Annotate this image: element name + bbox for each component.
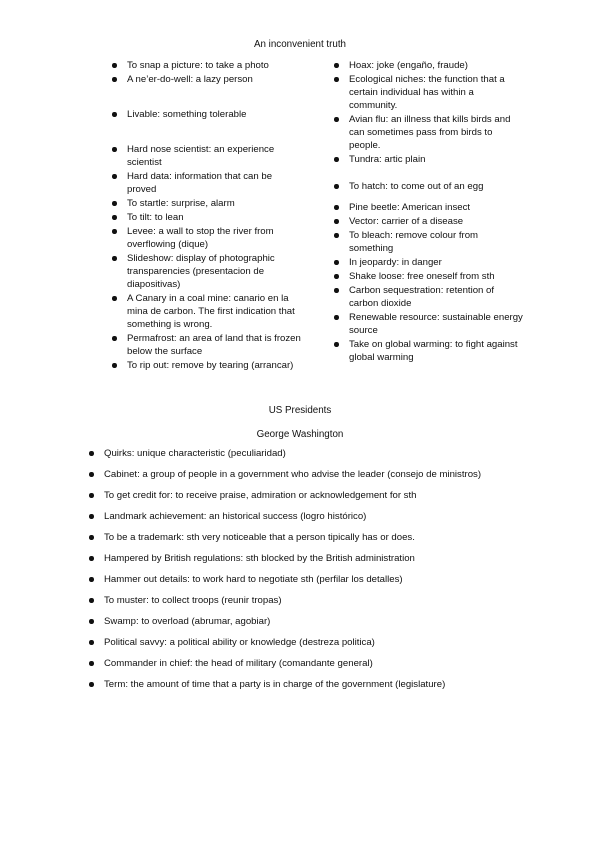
list-item: A ne’er-do-well: a lazy person — [111, 73, 303, 86]
president-glossary-list — [88, 447, 548, 699]
list-item: Avian flu: an illness that kills birds and can sometimes pass from birds to people. — [333, 113, 523, 152]
left-glossary-list — [111, 59, 303, 373]
list-item: Pine beetle: American insect — [333, 201, 523, 214]
list-item: Renewable resource: sustainable energy source — [333, 311, 523, 337]
list-item: Permafrost: an area of land that is frozen below the surface — [111, 332, 303, 358]
list-item: Take on global warming: to fight against global warming — [333, 338, 523, 364]
list-item: To snap a picture: to take a photo — [111, 59, 303, 72]
list-item: Hammer out details: to work hard to negotiate sth (perfilar los detalles) — [88, 573, 548, 594]
list-item: Carbon sequestration: retention of carbon dioxide — [333, 284, 523, 310]
list-item: To get credit for: to receive praise, admiration or acknowledgement for sth — [88, 489, 548, 510]
list-item: To hatch: to come out of an egg — [333, 180, 523, 193]
list-item: Shake loose: free oneself from sth — [333, 270, 523, 283]
list-item: To bleach: remove colour from something — [333, 229, 523, 255]
list-item: Livable: something tolerable — [111, 108, 303, 121]
right-glossary-list — [333, 59, 523, 365]
list-item: Ecological niches: the function that a certain individual has within a community. — [333, 73, 523, 112]
subsection-title: George Washington — [256, 429, 344, 440]
list-item: Vector: carrier of a disease — [333, 215, 523, 228]
list-item: Quirks: unique characteristic (peculiaridad) — [88, 447, 548, 468]
list-item: Hoax: joke (engaño, fraude) — [333, 59, 523, 72]
list-item: Cabinet: a group of people in a government who advise the leader (consejo de ministros) — [88, 468, 548, 489]
list-item: Slideshow: display of photographic transparencies (presentacion de diapositivas) — [111, 252, 303, 291]
page-title: An inconvenient truth — [253, 39, 347, 50]
list-item: To rip out: remove by tearing (arrancar) — [111, 359, 303, 372]
list-item: To muster: to collect troops (reunir tropas) — [88, 594, 548, 615]
section-title: US Presidents — [268, 405, 332, 416]
list-item: Hampered by British regulations: sth blocked by the British administration — [88, 552, 548, 573]
list-item: Commander in chief: the head of military (comandante general) — [88, 657, 548, 678]
list-item: Political savvy: a political ability or knowledge (destreza politica) — [88, 636, 548, 657]
list-item: Landmark achievement: an historical success (logro histórico) — [88, 510, 548, 531]
list-item: Term: the amount of time that a party is in charge of the government (legislature) — [88, 678, 548, 699]
list-item: Tundra: artic plain — [333, 153, 523, 166]
list-item: Hard nose scientist: an experience scientist — [111, 143, 303, 169]
list-item: In jeopardy: in danger — [333, 256, 523, 269]
list-item: A Canary in a coal mine: canario en la mina de carbon. The first indication that something is wrong. — [111, 292, 303, 331]
list-item: Swamp: to overload (abrumar, agobiar) — [88, 615, 548, 636]
list-item: To be a trademark: sth very noticeable that a person tipically has or does. — [88, 531, 548, 552]
list-item: Levee: a wall to stop the river from overflowing (dique) — [111, 225, 303, 251]
list-item: To startle: surprise, alarm — [111, 197, 303, 210]
list-item: To tilt: to lean — [111, 211, 303, 224]
list-item: Hard data: information that can be proved — [111, 170, 303, 196]
